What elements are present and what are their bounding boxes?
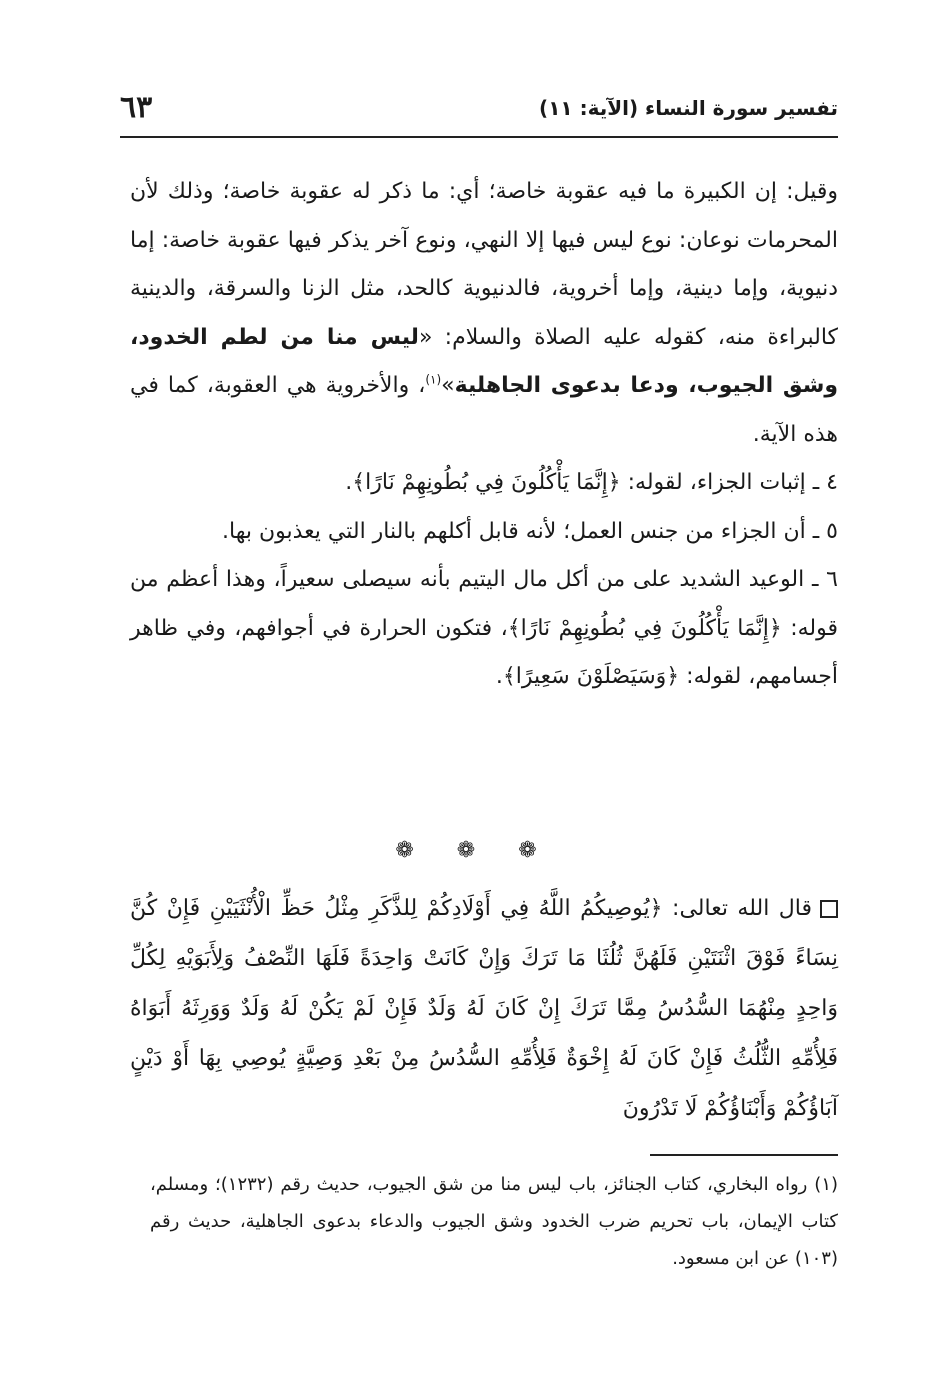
p4-text-b: ، فتكون الحرارة في أجوافهم، وفي ظاهر أجسامهم، لقوله: [130, 615, 838, 689]
p1-text-b: ، والأخروية هي العقوبة، كما في هذه الآية. [130, 373, 838, 447]
verse-intro: قال الله تعالى: [662, 896, 813, 921]
p4-text-a: ٦ ـ الوعيد الشديد على من أكل مال اليتيم بأنه سيصلى سعيراً، وهذا أعظم من قوله: [130, 567, 838, 641]
page-number: ٦٣ [120, 90, 153, 125]
section-separator: ❁ ❁ ❁ [395, 838, 555, 863]
footnote-rule [650, 1154, 838, 1156]
main-text [130, 168, 838, 702]
p4-end: . [495, 664, 503, 689]
p2-end: . [345, 470, 353, 495]
paragraph-3 [130, 508, 838, 557]
quran-quote: ﴿إِنَّمَا يَأْكُلُونَ فِي بُطُونِهِمْ نَارًا﴾ [507, 615, 782, 641]
verse-block [130, 884, 838, 1134]
footnote-ref[interactable]: (١) [425, 372, 442, 387]
hadith-quote: ليس منا من لطم الخدود، وشق الجيوب، ودعا بدعوى الجاهلية [130, 324, 838, 398]
square-bullet-icon [820, 900, 838, 918]
paragraph-1 [130, 168, 838, 459]
paragraph-4 [130, 556, 838, 702]
running-header [120, 90, 838, 130]
quran-quote: ﴿إِنَّمَا يَأْكُلُونَ فِي بُطُونِهِمْ نَارًا﴾ [352, 470, 621, 495]
verse-text: ﴿يُوصِيكُمُ اللَّهُ فِي أَوْلَادِكُمْ لِلذَّكَرِ مِثْلُ حَظِّ الْأُنْثَيَيْنِ فَإِنْ كُنَّ نِسَاءً فَوْقَ اثْنَتَيْنِ فَلَهُنَّ ثُلُثَا مَا تَرَكَ وَإِنْ كَانَتْ وَاحِدَةً فَلَهَا النِّصْفُ وَلِأَبَوَيْهِ لِكُلِّ وَاحِدٍ مِنْهُمَا السُّدُسُ مِمَّا تَرَكَ إِنْ كَانَ لَهُ وَلَدٌ فَإِنْ لَمْ يَكُنْ لَهُ وَلَدٌ وَوَرِثَهُ أَبَوَاهُ فَلِأُمِّهِ الثُّلُثُ فَإِنْ كَانَ لَهُ إِخْوَةٌ فَلِأُمِّهِ السُّدُسُ مِنْ بَعْدِ وَصِيَّةٍ يُوصِي بِهَا أَوْ دَيْنٍ آبَاؤُكُمْ وَأَبْنَاؤُكُمْ لَا تَدْرُونَ [130, 896, 838, 1121]
p3-text: ٥ ـ أن الجزاء من جنس العمل؛ لأنه قابل أكلهم بالنار التي يعذبون بها. [222, 518, 838, 544]
p2-text: ٤ ـ إثبات الجزاء، لقوله: [620, 470, 838, 495]
p1-text-a: وقيل: إن الكبيرة ما فيه عقوبة خاصة؛ أي: ما ذكر له عقوبة خاصة؛ وذلك لأن المحرمات نوعان: نوع ليس فيها إلا النهي، ونوع آخر يذكر فيها عقوبة خاصة: إما دنيوية، وإما دينية، وإما أخروية، فالدنيوية كالحد، مثل الزنا والسرقة، والدينية كالبراءة منه، كقوله عليه الصلاة والسلام: « [130, 179, 838, 350]
footnote: (١) رواه البخاري، كتاب الجنائز، باب ليس منا من شق الجيوب، حديث رقم (١٢٣٢)؛ ومسلم، كتاب الإيمان، باب تحريم ضرب الخدود وشق الجيوب والدعاء بدعوى الجاهلية، حديث رقم (١٠٣) عن ابن مسعود. [150, 1174, 839, 1269]
header-title: تفسير سورة النساء (الآية: ١١) [539, 96, 838, 120]
quran-quote: ﴿وَسَيَصْلَوْنَ سَعِيرًا﴾ [502, 664, 680, 689]
p1-quote-close: » [441, 373, 455, 398]
paragraph-2 [130, 459, 838, 508]
header-rule [120, 136, 838, 138]
